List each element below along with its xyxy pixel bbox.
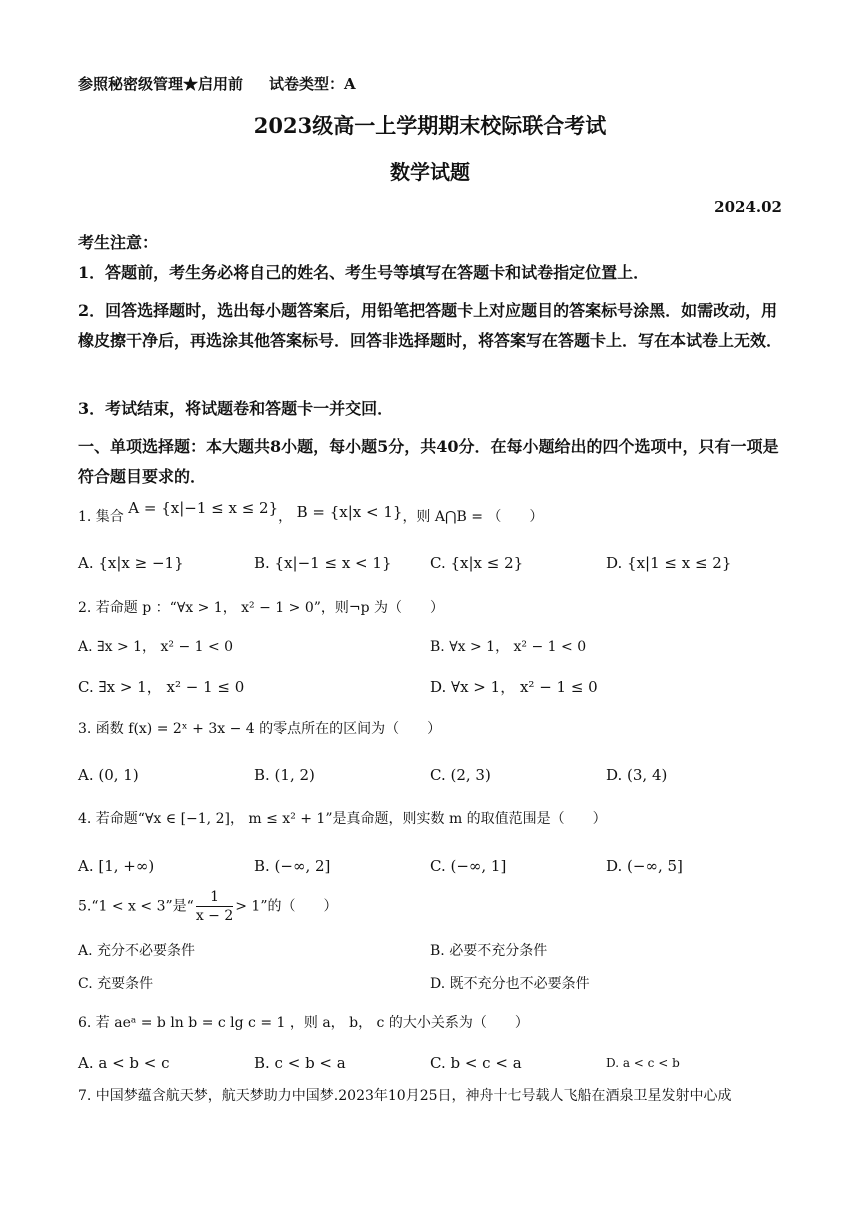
q1-option-a: A. {x|x ≥ −1} bbox=[78, 554, 184, 572]
question-1 bbox=[78, 499, 544, 528]
q1-option-b: B. {x|−1 ≤ x < 1} bbox=[254, 554, 392, 572]
q3-option-b: B. (1, 2) bbox=[254, 766, 315, 784]
question-1-tail: ，则 A⋂B = （ ） bbox=[402, 509, 544, 525]
q6-option-d: D. a < c < b bbox=[606, 1056, 680, 1070]
q5-option-a: A. 充分不必要条件 bbox=[78, 943, 196, 959]
q4-option-b: B. (−∞, 2] bbox=[254, 857, 331, 875]
question-3: 3. 函数 f(x) = 2ˣ + 3x − 4 的零点所在的区间为（ ） bbox=[78, 721, 442, 737]
notice-item-1: 1．答题前，考生务必将自己的姓名、考生号等填写在答题卡和试卷指定位置上． bbox=[78, 263, 650, 282]
question-7: 7. 中国梦蕴含航天梦，航天梦助力中国梦.2023年10月25日，神舟十七号载人飞船在酒泉卫星发射中心成 bbox=[78, 1088, 732, 1104]
q2-option-b: B. ∀x > 1， x² − 1 < 0 bbox=[430, 639, 587, 655]
q6-option-a: A. a < b < c bbox=[78, 1054, 170, 1072]
question-6: 6. 若 aeᵃ = b ln b = c lg c = 1 ，则 a， b， c 的大小关系为（ ） bbox=[78, 1015, 529, 1031]
question-1-set-b: B = {x|x < 1} bbox=[296, 503, 403, 521]
q6-option-b: B. c < b < a bbox=[254, 1054, 346, 1072]
section-heading: 一、单项选择题：本大题共8小题，每小题5分，共40分．在每小题给出的四个选项中，只有一项是符合题目要求的． bbox=[78, 437, 779, 486]
exam-header bbox=[78, 73, 356, 94]
q2-option-a: A. ∃x > 1， x² − 1 < 0 bbox=[78, 639, 234, 655]
paper-type-label: 试卷类型：A bbox=[269, 75, 356, 93]
q2-option-d: D. ∀x > 1， x² − 1 ≤ 0 bbox=[430, 678, 598, 696]
q4-option-c: C. (−∞, 1] bbox=[430, 857, 507, 875]
q6-option-c: C. b < c < a bbox=[430, 1054, 522, 1072]
q5-option-d: D. 既不充分也不必要条件 bbox=[430, 976, 590, 992]
notice-item-3: 3．考试结束，将试题卷和答题卡一并交回． bbox=[78, 399, 394, 418]
question-4: 4. 若命题“∀x ∈ [−1, 2]， m ≤ x² + 1”是真命题，则实数 m 的取值范围是（ ） bbox=[78, 811, 607, 827]
exam-date: 2024.02 bbox=[714, 198, 782, 216]
notice-item-2: 2．回答选择题时，选出每小题答案后，用铅笔把答题卡上对应题目的答案标号涂黑．如需改动，用橡皮擦干净后，再选涂其他答案标号．回答非选择题时，将答案写在答题卡上．写在本试卷上无效． bbox=[78, 301, 783, 350]
fraction-denominator: x − 2 bbox=[195, 908, 234, 924]
question-5-fraction bbox=[196, 888, 233, 925]
q5-option-c: C. 充要条件 bbox=[78, 976, 154, 992]
q4-option-d: D. (−∞, 5] bbox=[606, 857, 683, 875]
q5-option-b: B. 必要不充分条件 bbox=[430, 943, 548, 959]
q3-option-a: A. (0, 1) bbox=[78, 766, 139, 784]
q1-option-c: C. {x|x ≤ 2} bbox=[430, 554, 524, 572]
question-1-sep: ， bbox=[278, 509, 293, 525]
question-1-stem: 1. 集合 bbox=[78, 509, 124, 525]
exam-subtitle: 数学试题 bbox=[390, 160, 470, 184]
secrecy-label: 参照秘密级管理★启用前 bbox=[78, 75, 244, 93]
question-1-set-a: A = {x|−1 ≤ x ≤ 2} bbox=[128, 499, 279, 517]
q3-option-d: D. (3, 4) bbox=[606, 766, 668, 784]
notice-heading: 考生注意： bbox=[78, 233, 159, 252]
q2-option-c: C. ∃x > 1， x² − 1 ≤ 0 bbox=[78, 678, 245, 696]
question-5-stem-b: > 1”的（ ） bbox=[235, 898, 338, 915]
question-2: 2. 若命题 p ：“∀x > 1， x² − 1 > 0”，则¬p 为（ ） bbox=[78, 600, 445, 616]
q3-option-c: C. (2, 3) bbox=[430, 766, 491, 784]
question-5 bbox=[78, 888, 338, 925]
fraction-numerator: 1 bbox=[196, 888, 233, 907]
question-5-stem-a: 5.“1 < x < 3”是“ bbox=[78, 898, 194, 915]
exam-title: 2023级高一上学期期末校际联合考试 bbox=[253, 113, 607, 138]
q1-option-d: D. {x|1 ≤ x ≤ 2} bbox=[606, 554, 732, 572]
q4-option-a: A. [1, +∞) bbox=[78, 857, 155, 875]
